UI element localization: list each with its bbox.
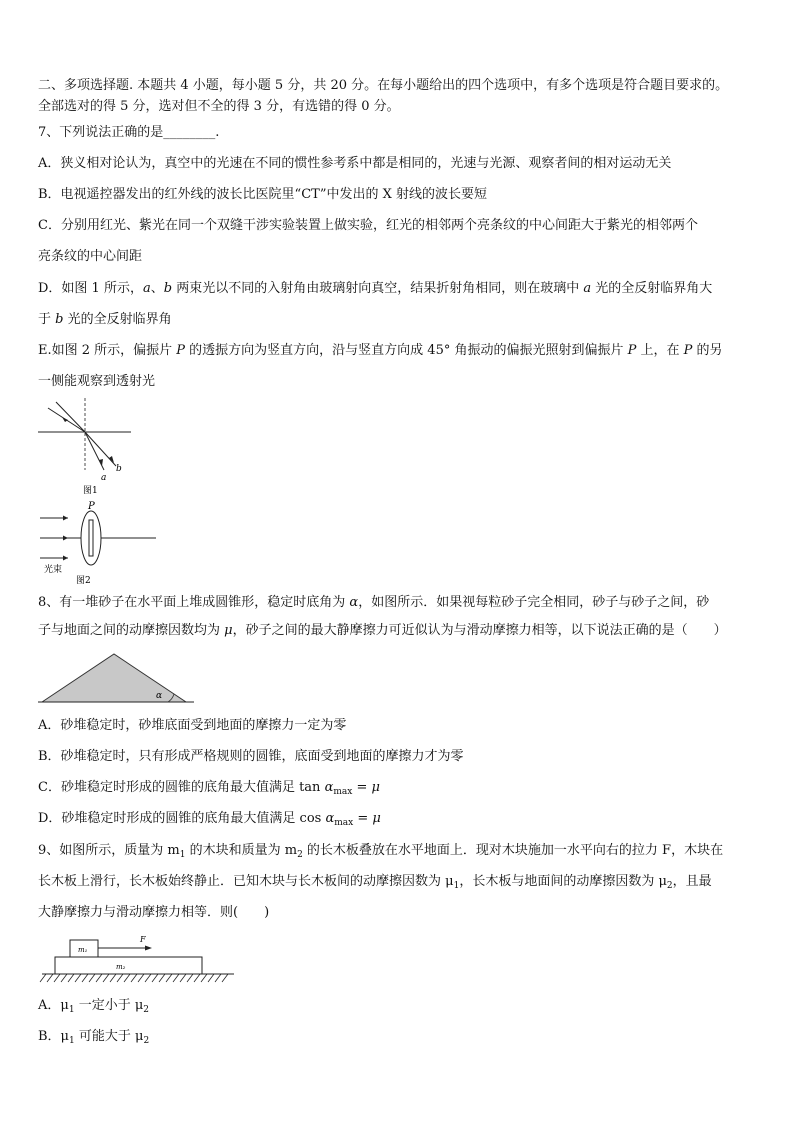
q7-option-e-line-2: 一侧能观察到透射光 bbox=[38, 374, 156, 389]
hatch-mark bbox=[201, 974, 207, 982]
hatch-mark bbox=[131, 974, 137, 982]
hatch-mark bbox=[75, 974, 81, 982]
hatch-mark bbox=[180, 974, 186, 982]
q7-option-a: A．狭义相对论认为，真空中的光速在不同的惯性参考系中都是相同的，光速与光源、观察者间的相对运动无关 bbox=[38, 156, 672, 171]
hatch-mark bbox=[159, 974, 165, 982]
hatch-mark bbox=[138, 974, 144, 982]
beam-arrow-icon bbox=[63, 516, 68, 521]
figure-block-on-board bbox=[38, 932, 238, 988]
hatch-mark bbox=[54, 974, 60, 982]
beam-arrow-icon bbox=[63, 556, 68, 561]
hatch-mark bbox=[166, 974, 172, 982]
q8-stem-line-1: 8、有一堆砂子在水平面上堆成圆锥形，稳定时底角为 α，如图所示．如果视每粒砂子完全相同，砂子与砂子之间，砂 bbox=[38, 595, 710, 610]
hatch-mark bbox=[187, 974, 193, 982]
hatch-mark bbox=[208, 974, 214, 982]
polarizer-slit bbox=[89, 520, 93, 556]
hatch-mark bbox=[173, 974, 179, 982]
q7-option-c-line-1: C．分别用红光、紫光在同一个双缝干涉实验装置上做实验，红光的相邻两个亮条纹的中心间距大于紫光的相邻两个 bbox=[38, 218, 698, 233]
figure-2-polarizer bbox=[38, 498, 158, 586]
q7-option-b: B．电视遥控器发出的红外线的波长比医院里“CT”中发出的 X 射线的波长要短 bbox=[38, 187, 487, 202]
q9-stem-line-2: 长木板上滑行，长木板始终静止．已知木块与长木板间的动摩擦因数为 $\mu_1$，长木板与地面间的动摩擦因数为 $\mu_2$，且最 bbox=[38, 874, 712, 891]
board-m2-label: m₂ bbox=[116, 963, 126, 971]
hatch-mark bbox=[215, 974, 221, 982]
q7-option-c-line-2: 亮条纹的中心间距 bbox=[38, 249, 143, 264]
hatch-mark bbox=[124, 974, 130, 982]
q7-option-d-line-2: 于 b 光的全反射临界角 bbox=[38, 312, 172, 327]
hatch-mark bbox=[61, 974, 67, 982]
fig2-caption: 图2 bbox=[76, 576, 91, 586]
q9-stem-line-3: 大静摩擦力与滑动摩擦力相等．则( ) bbox=[38, 905, 270, 920]
q9-option-a: A．$\mu_1$ 一定小于 $\mu_2$ bbox=[38, 998, 150, 1015]
q9-option-b: B．$\mu_1$ 可能大于 $\mu_2$ bbox=[38, 1029, 150, 1046]
sand-cone bbox=[42, 654, 186, 702]
incident-arrow-icon bbox=[62, 417, 68, 422]
block-m1-label: m₁ bbox=[78, 946, 88, 954]
figure-1-refraction bbox=[38, 398, 138, 498]
hatch-mark bbox=[152, 974, 158, 982]
q8-stem-line-2: 子与地面之间的动摩擦因数均为 μ，砂子之间的最大静摩擦力可近似认为与滑动摩擦力相等，以下说法正确的是（ ） bbox=[38, 623, 727, 638]
hatch-mark bbox=[145, 974, 151, 982]
force-arrow-icon bbox=[145, 946, 152, 951]
hatch-mark bbox=[103, 974, 109, 982]
hatch-mark bbox=[117, 974, 123, 982]
hatch-mark bbox=[96, 974, 102, 982]
hatch-mark bbox=[222, 974, 228, 982]
hatch-mark bbox=[89, 974, 95, 982]
figure-sand-cone bbox=[38, 652, 198, 708]
hatch-mark bbox=[110, 974, 116, 982]
fig1-label-b: b bbox=[116, 464, 122, 474]
q8-option-a: A．砂堆稳定时，砂堆底面受到地面的摩擦力一定为零 bbox=[38, 718, 347, 733]
q8-option-b: B．砂堆稳定时，只有形成严格规则的圆锥，底面受到地面的摩擦力才为零 bbox=[38, 749, 464, 764]
q9-stem-line-1: 9、如图所示，质量为 $m_1$ 的木块和质量为 $m_2$ 的长木板叠放在水平地面上．现对木块施加一水平向右的拉力 F，木块在 bbox=[38, 843, 724, 860]
hatch-mark bbox=[47, 974, 53, 982]
fig2-label-p: P bbox=[88, 501, 95, 512]
ground-hatching bbox=[40, 974, 228, 982]
fig2-label-beam: 光束 bbox=[44, 565, 63, 575]
section-header-line-2: 全部选对的得 5 分，选对但不全的得 3 分，有选错的得 0 分。 bbox=[38, 99, 400, 114]
q8-option-c: C．砂堆稳定时形成的圆锥的底角最大值满足 $\tan \alpha_{max} = \mu$ bbox=[38, 780, 380, 797]
hatch-mark bbox=[82, 974, 88, 982]
hatch-mark bbox=[68, 974, 74, 982]
q8-option-d: D．砂堆稳定时形成的圆锥的底角最大值满足 $\cos \alpha_{max} = \mu$ bbox=[38, 811, 381, 828]
hatch-mark bbox=[40, 974, 46, 982]
board-m2 bbox=[55, 957, 202, 974]
fig1-label-a: a bbox=[101, 473, 107, 483]
force-label: F bbox=[140, 935, 146, 944]
fig1-caption: 图1 bbox=[83, 486, 98, 496]
q7-option-d-line-1: D．如图 1 所示，a、b 两束光以不同的入射角由玻璃射向真空，结果折射角相同，则在玻璃中 a 光的全反射临界角大 bbox=[38, 281, 713, 296]
base-angle-label: α bbox=[156, 691, 163, 701]
q7-stem: 7、下列说法正确的是________. bbox=[38, 125, 220, 140]
hatch-mark bbox=[194, 974, 200, 982]
section-header-line-1: 二、多项选择题. 本题共 4 小题，每小题 5 分，共 20 分。在每小题给出的四个选项中，有多个选项是符合题目要求的。 bbox=[38, 78, 729, 93]
q7-option-e-line-1: E.如图 2 所示，偏振片 P 的透振方向为竖直方向，沿与竖直方向成 45° 角振动的偏振光照射到偏振片 P 上，在 P 的另 bbox=[38, 343, 723, 358]
incident-ray-b bbox=[56, 402, 85, 432]
beam-arrow-icon bbox=[63, 536, 68, 541]
